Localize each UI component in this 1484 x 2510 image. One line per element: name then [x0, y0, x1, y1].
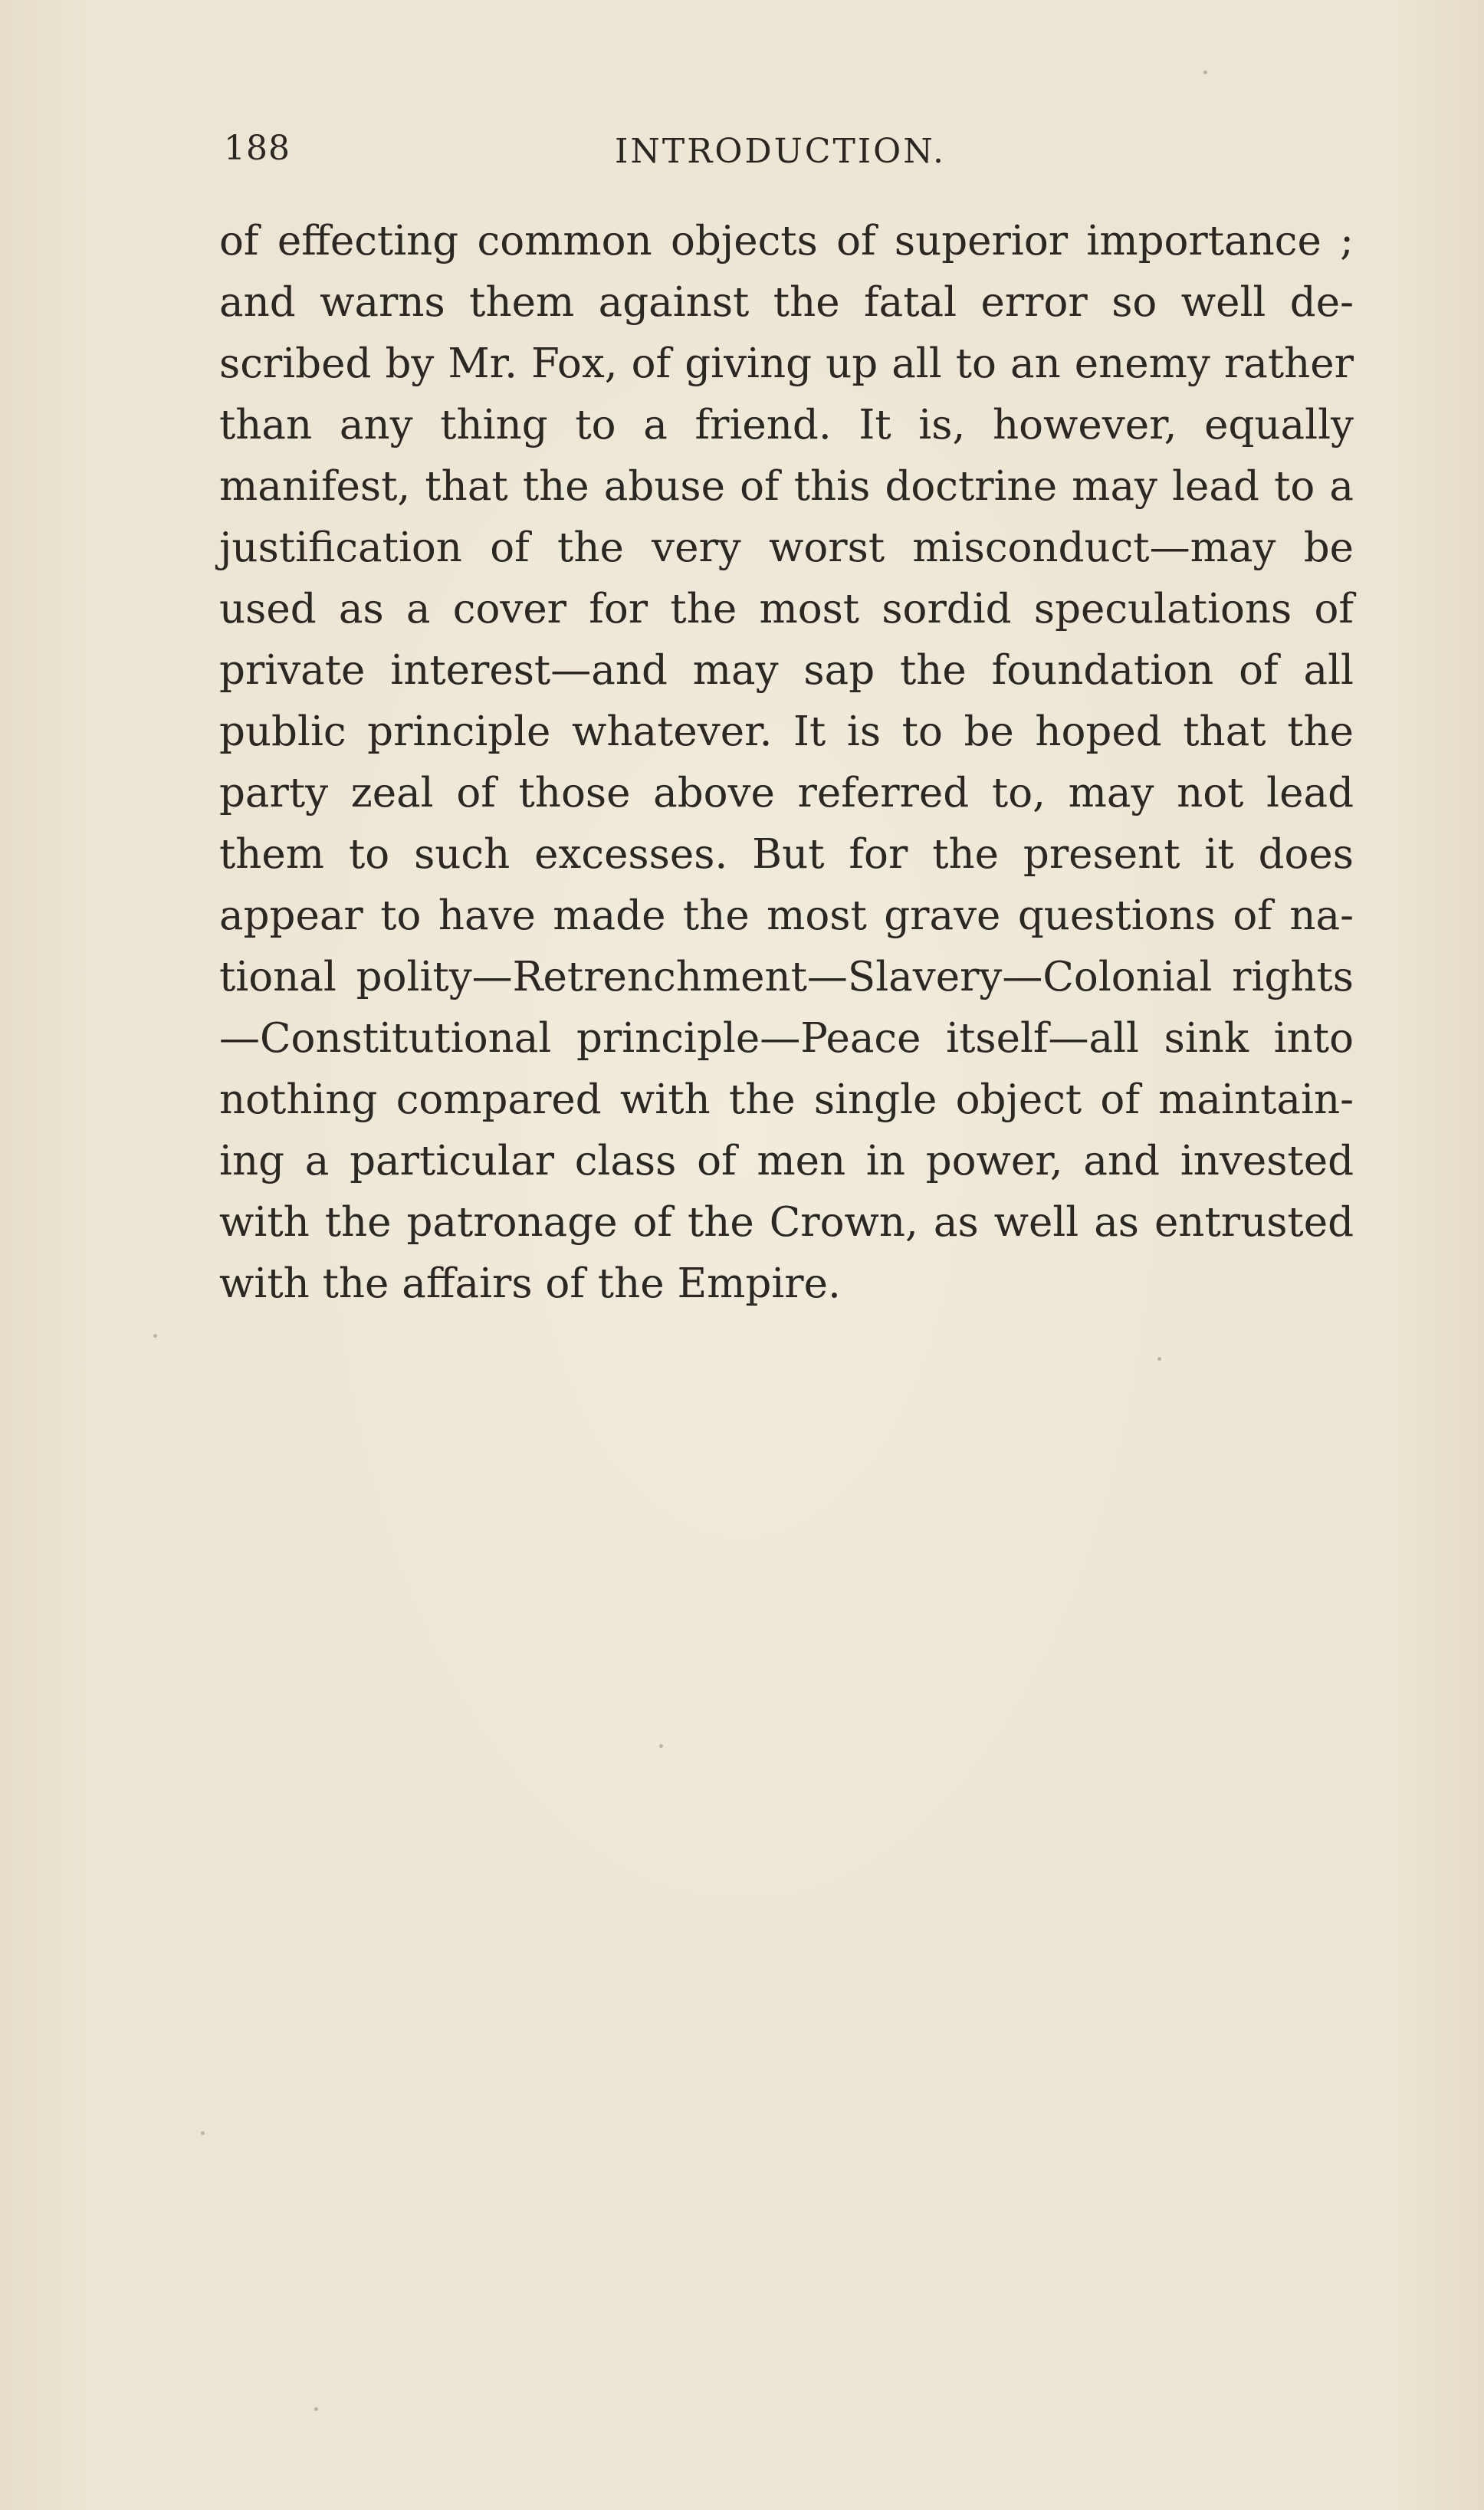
text-line: used as a cover for the most sordid speculations of — [219, 586, 1354, 632]
running-head — [0, 129, 1484, 182]
page-number: 188 — [224, 129, 291, 168]
paper-speck — [1157, 1357, 1161, 1361]
text-line: of effecting common objects of superior importance ; — [219, 218, 1354, 264]
text-line: them to such excesses. But for the present it does — [219, 831, 1354, 878]
text-line: and warns them against the fatal error so well de- — [219, 279, 1354, 326]
text-line: justification of the very worst misconduct—may be — [219, 524, 1354, 571]
text-line: party zeal of those above referred to, may not lead — [219, 770, 1354, 816]
text-line: than any thing to a friend. It is, however, equally — [219, 402, 1354, 448]
text-line: manifest, that the abuse of this doctrine may lead to a — [219, 463, 1354, 510]
text-line: private interest—and may sap the foundation of all — [219, 647, 1354, 694]
text-line: nothing compared with the single object of maintain- — [219, 1076, 1354, 1123]
paper-speck — [153, 1334, 157, 1338]
text-line: scribed by Mr. Fox, of giving up all to an enemy rather — [219, 340, 1354, 387]
text-line: with the affairs of the Empire. — [219, 1260, 841, 1307]
text-line: with the patronage of the Crown, as well as entrusted — [219, 1199, 1354, 1246]
paper-speck — [1203, 71, 1207, 74]
text-line: tional polity—Retrenchment—Slavery—Colonial rights — [219, 954, 1354, 1000]
running-title: INTRODUCTION. — [615, 132, 946, 171]
text-line: public principle whatever. It is to be hoped that the — [219, 708, 1354, 755]
text-line: ing a particular class of men in power, and invested — [219, 1138, 1354, 1184]
paper-speck — [314, 2407, 318, 2411]
paper-speck — [659, 1744, 663, 1748]
body-paragraph — [219, 211, 1354, 1315]
paper-speck — [201, 2131, 205, 2135]
text-line: appear to have made the most grave questions of na- — [219, 892, 1354, 939]
text-line: —Constitutional principle—Peace itself—all sink into — [219, 1015, 1354, 1062]
